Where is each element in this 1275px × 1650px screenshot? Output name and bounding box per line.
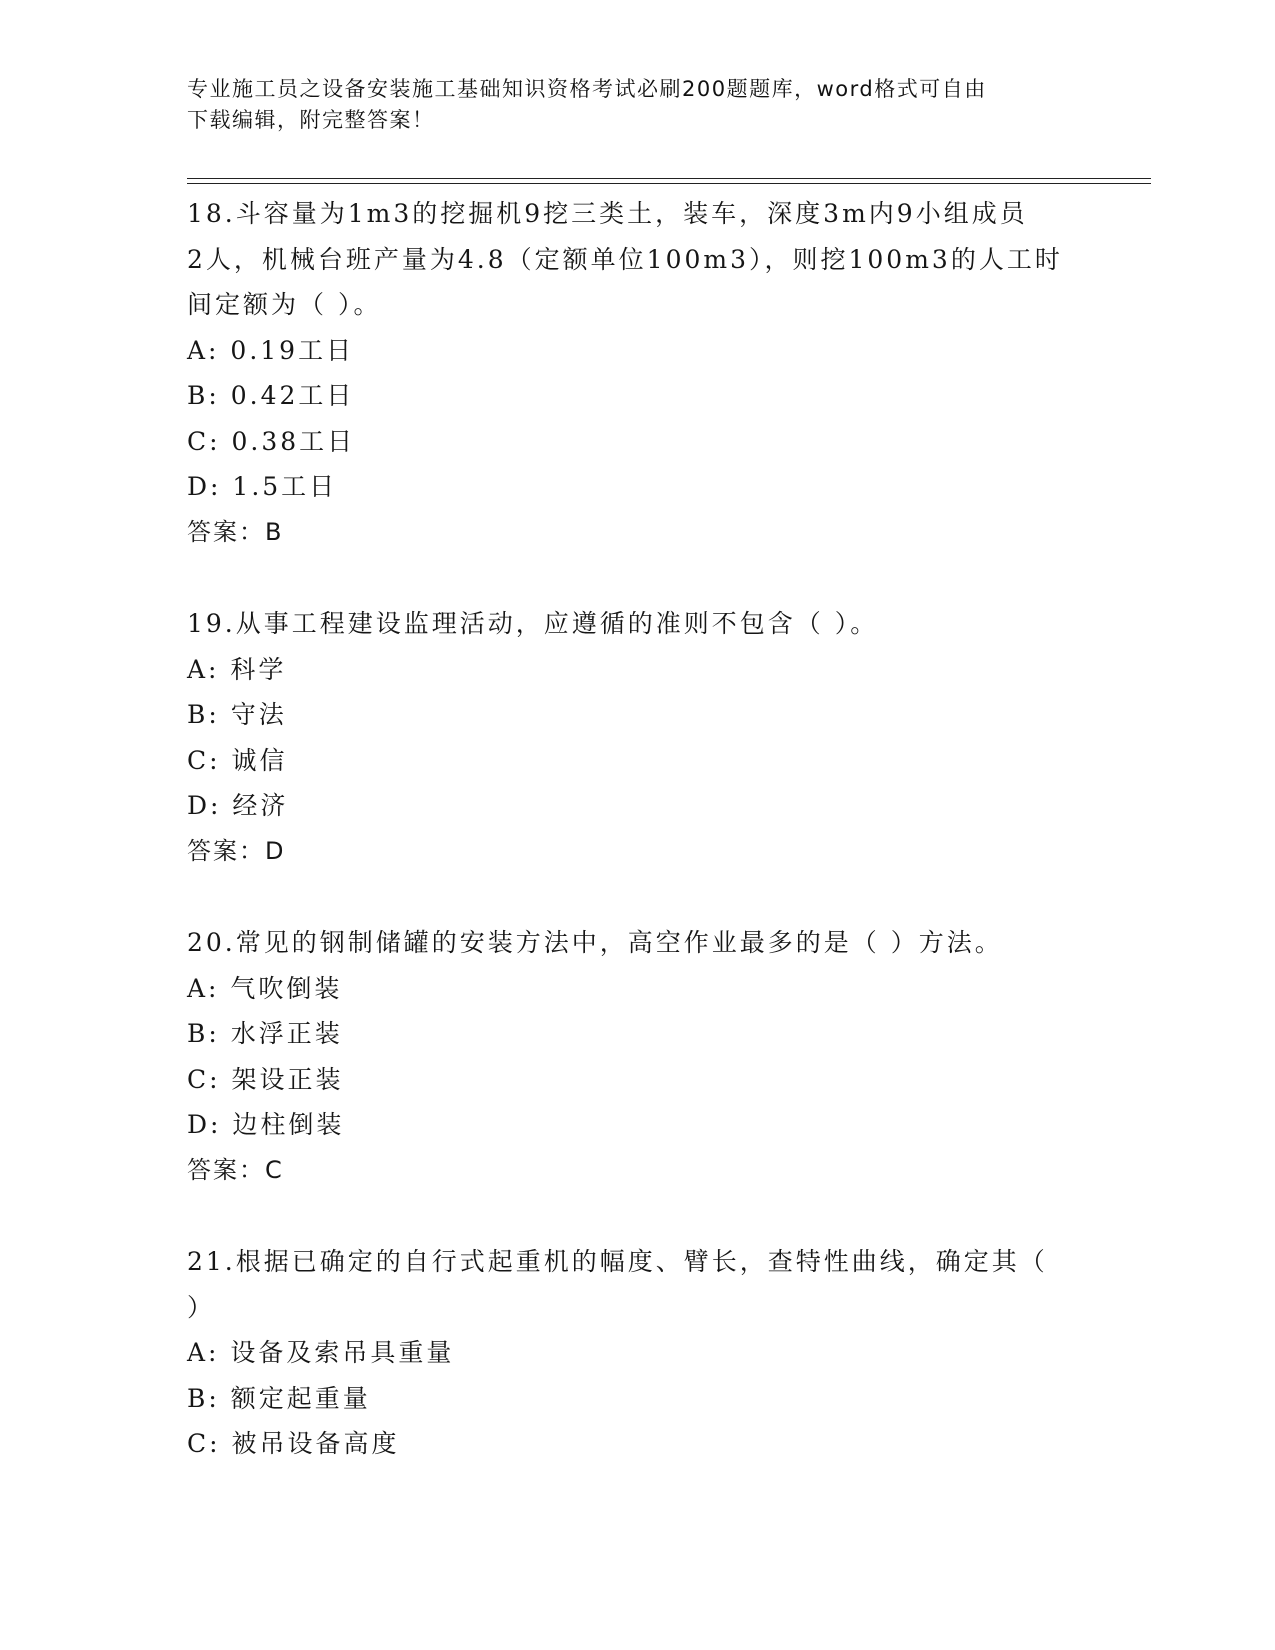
question-spacer <box>187 874 1087 920</box>
question-21 <box>187 1239 1087 1467</box>
option-a: A: 气吹倒装 <box>187 973 343 1003</box>
option-b: B: 0.42工日 <box>187 381 355 410</box>
answer: 答案：B <box>187 517 284 546</box>
answer: 答案：C <box>187 1155 284 1184</box>
option-b: B: 水浮正装 <box>187 1019 343 1048</box>
question-text: 间定额为（ ）。 <box>187 290 382 319</box>
option-d: D: 1.5工日 <box>187 472 338 501</box>
option-a: A: 0.19工日 <box>187 335 355 365</box>
question-20 <box>187 920 1087 1193</box>
option-b: B: 额定起重量 <box>187 1383 371 1413</box>
document-header <box>187 74 1067 136</box>
option-c: C: 架设正装 <box>187 1064 344 1094</box>
question-text: ） <box>187 1292 216 1322</box>
answer: 答案：D <box>187 836 286 865</box>
question-19 <box>187 601 1087 874</box>
question-18 <box>187 191 1087 555</box>
option-c: C: 诚信 <box>187 745 288 775</box>
header-divider <box>187 183 1151 184</box>
question-text: 2人，机械台班产量为4.8（定额单位100m3），则挖100m3的人工时 <box>187 244 1063 274</box>
option-a: A: 科学 <box>187 654 287 684</box>
question-text: 21.根据已确定的自行式起重机的幅度、臂长，查特性曲线，确定其（ <box>187 1247 1048 1276</box>
question-list <box>187 191 1087 1467</box>
option-a: A: 设备及索吊具重量 <box>187 1338 455 1367</box>
header-line: 专业施工员之设备安装施工基础知识资格考试必刷200题题库，word格式可自由 <box>187 77 987 101</box>
question-text: 20.常见的钢制储罐的安装方法中，高空作业最多的是（ ）方法。 <box>187 928 1003 957</box>
header-divider <box>187 178 1151 179</box>
option-d: D: 经济 <box>187 791 289 820</box>
option-b: B: 守法 <box>187 700 287 729</box>
question-text: 18.斗容量为1m3的挖掘机9挖三类土，装车，深度3m内9小组成员 <box>187 199 1028 228</box>
option-d: D: 边柱倒装 <box>187 1110 345 1139</box>
option-c: C: 0.38工日 <box>187 426 356 456</box>
question-text: 19.从事工程建设监理活动，应遵循的准则不包含（ ）。 <box>187 609 879 638</box>
question-spacer <box>187 555 1087 601</box>
header-line: 下载编辑，附完整答案！ <box>187 108 435 132</box>
question-spacer <box>187 1193 1087 1239</box>
option-c: C: 被吊设备高度 <box>187 1429 400 1458</box>
